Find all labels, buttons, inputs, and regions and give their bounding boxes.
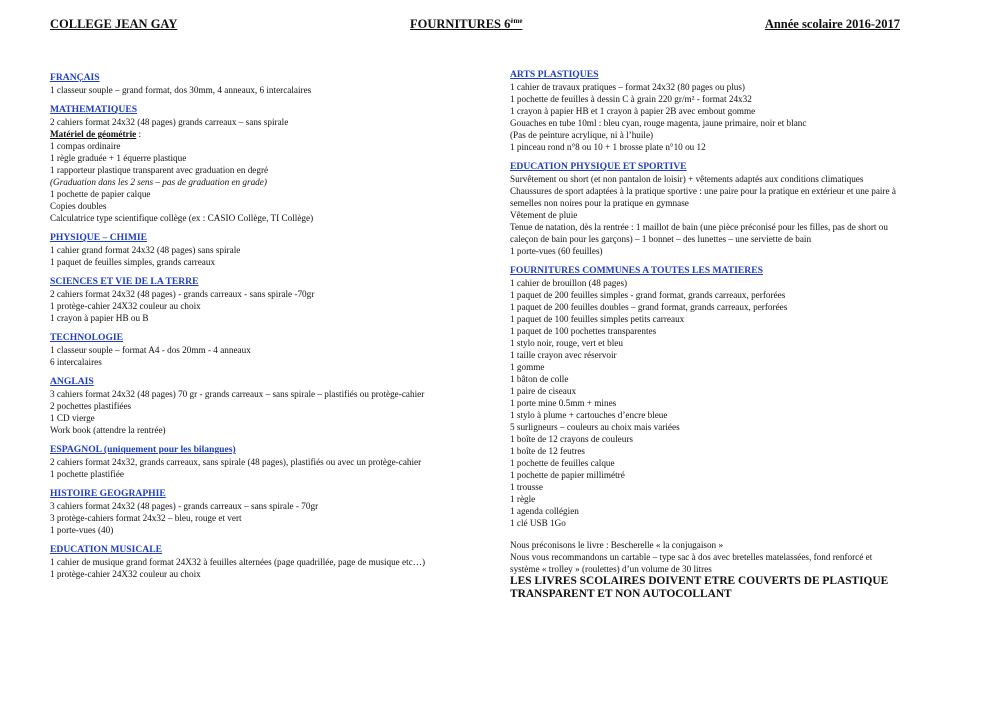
list-item: 1 clé USB 1Go: [510, 518, 566, 528]
list-item: 1 crayon à papier HB ou B: [50, 313, 149, 323]
list-item: 6 intercalaires: [50, 357, 102, 367]
list-item: 5 surligneurs – couleurs au choix mais variées: [510, 422, 680, 432]
section-title: FOURNITURES COMMUNES A TOUTES LES MATIERES: [510, 265, 763, 276]
list-item: 1 bâton de colle: [510, 374, 569, 384]
list-item: 1 boîte de 12 crayons de couleurs: [510, 434, 633, 444]
list-item: 1 trousse: [510, 482, 543, 492]
section-histoire-geographie: [50, 488, 490, 536]
list-item: 1 paquet de 200 feuilles simples - grand format, grands carreaux, perforées: [510, 290, 786, 300]
list-item: 1 pochette plastifiée: [50, 469, 124, 479]
list-item: 1 crayon à papier HB et 1 crayon à papier 2B avec embout gomme: [510, 106, 756, 116]
section-title: EDUCATION PHYSIQUE ET SPORTIVE: [510, 161, 687, 172]
section-francais: [50, 72, 490, 96]
list-item: 1 pochette de feuilles calque: [510, 458, 615, 468]
left-column: [50, 72, 490, 588]
section-title: FRANÇAIS: [50, 72, 100, 83]
book-recommendation: Nous préconisons le livre : Bescherelle « la conjugaison »: [510, 540, 724, 550]
list-item: 1 cahier de brouillon (48 pages): [510, 278, 628, 288]
list-item: 1 protège-cahier 24X32 couleur au choix: [50, 569, 201, 579]
list-item: 2 pochettes plastifiées: [50, 401, 132, 411]
section-title: ESPAGNOL (uniquement pour les bilangues): [50, 444, 236, 455]
section-espagnol: [50, 444, 490, 480]
list-item: 2 cahiers format 24x32 (48 pages) - grands carreaux - sans spirale -70gr: [50, 289, 315, 299]
bag-recommendation-1: Nous vous recommandons un cartable – type sac à dos avec bretelles matelassées, fond renforcé et: [510, 552, 873, 562]
list-item: Tenue de natation, dès la rentrée : 1 maillot de bain (une pièce préconisé pour les filles, pas de short ou: [510, 222, 888, 232]
list-item: 1 cahier grand format 24x32 (48 pages) sans spirale: [50, 245, 241, 255]
list-item: 1 porte-vues (60 feuilles): [510, 246, 603, 256]
right-column: [510, 69, 960, 601]
list-item: (Pas de peinture acrylique, ni à l’huile): [510, 130, 654, 140]
section-arts-plastiques: [510, 69, 960, 153]
list-item: 1 agenda collégien: [510, 506, 579, 516]
list-item: 1 porte-vues (40): [50, 525, 114, 535]
section-fournitures-communes: [510, 265, 960, 529]
list-item: Work book (attendre la rentrée): [50, 425, 166, 435]
school-name: COLLEGE JEAN GAY: [50, 17, 178, 31]
list-item: 1 stylo à plume + cartouches d’encre bleue: [510, 410, 668, 420]
section-education-musicale: [50, 544, 490, 580]
list-item: 1 stylo noir, rouge, vert et bleu: [510, 338, 623, 348]
final-notice-2: TRANSPARENT ET NON AUTOCOLLANT: [510, 588, 732, 600]
section-title: HISTOIRE GEOGRAPHIE: [50, 488, 166, 499]
list-item: 1 cahier de musique grand format 24X32 à feuilles alternées (page quadrillée, page de musique etc…): [50, 557, 426, 567]
section-title: SCIENCES ET VIE DE LA TERRE: [50, 276, 199, 287]
list-item: 1 boîte de 12 feutres: [510, 446, 586, 456]
list-item: 1 pochette de papier millimétré: [510, 470, 625, 480]
list-item: 1 cahier de travaux pratiques – format 24x32 (80 pages ou plus): [510, 82, 745, 92]
school-year: Année scolaire 2016-2017: [764, 17, 900, 31]
list-item: 1 classeur souple – grand format, dos 30mm, 4 anneaux, 6 intercalaires: [50, 85, 312, 95]
section-title: MATHEMATIQUES: [50, 104, 138, 115]
list-item: 3 protège-cahiers format 24x32 – bleu, rouge et vert: [50, 513, 242, 523]
list-item: 3 cahiers format 24x32 (48 pages) - grands carreaux – sans spirale - 70gr: [50, 501, 319, 511]
list-item: Survêtement ou short (et non pantalon de loisir) + vêtements adaptés aux conditions climatiques: [510, 174, 864, 184]
document-title-sup: ème: [510, 17, 523, 25]
list-item: Chaussures de sport adaptées à la pratique sportive : une paire pour la pratique en extérieur et une paire à: [510, 186, 896, 196]
list-item: 1 taille crayon avec réservoir: [510, 350, 617, 360]
list-item: 1 CD vierge: [50, 413, 95, 423]
list-item: 2 cahiers format 24x32 (48 pages) grands carreaux – sans spirale: [50, 117, 289, 127]
list-item: 1 gomme: [510, 362, 545, 372]
subheading-line: [50, 128, 490, 140]
section-mathematiques: [50, 104, 490, 224]
list-item: 1 paquet de 100 pochettes transparentes: [510, 326, 657, 336]
list-item: semelles non noires pour la pratique en gymnase: [510, 198, 689, 208]
section-title: TECHNOLOGIE: [50, 332, 124, 343]
list-item: 1 porte mine 0.5mm + mines: [510, 398, 617, 408]
section-technologie: [50, 332, 490, 368]
list-item: 1 pochette de feuilles à dessin C à grain 220 gr/m² - format 24x32: [510, 94, 752, 104]
notes-block: [510, 539, 960, 601]
section-title: EDUCATION MUSICALE: [50, 544, 163, 555]
final-notice-1: LES LIVRES SCOLAIRES DOIVENT ETRE COUVERTS DE PLASTIQUE: [510, 575, 889, 587]
list-item: 1 paquet de 200 feuilles doubles – grand format, grands carreaux, perforées: [510, 302, 788, 312]
section-title: ARTS PLASTIQUES: [510, 69, 599, 80]
page-header: [50, 17, 900, 33]
list-item: Vêtement de pluie: [510, 210, 578, 220]
section-title: PHYSIQUE – CHIMIE: [50, 232, 148, 243]
list-item: 1 compas ordinaire: [50, 141, 121, 151]
list-item: 1 rapporteur plastique transparent avec graduation en degré: [50, 165, 269, 175]
list-item: 1 paquet de 100 feuilles simples petits carreaux: [510, 314, 685, 324]
list-item: 1 paquet de feuilles simples, grands carreaux: [50, 257, 216, 267]
list-item: 1 règle graduée + 1 équerre plastique: [50, 153, 187, 163]
list-item-note: (Graduation dans les 2 sens – pas de graduation en grade): [50, 177, 267, 187]
list-item: Gouaches en tube 10ml : bleu cyan, rouge magenta, jaune primaire, noir et blanc: [510, 118, 807, 128]
list-item: caleçon de bain pour les garçons) – 1 bonnet – des lunettes – une serviette de bain: [510, 234, 812, 244]
list-item: 1 pinceau rond n°8 ou 10 + 1 brosse plate n°10 ou 12: [510, 142, 706, 152]
list-item: 1 règle: [510, 494, 536, 504]
document-title: [410, 17, 522, 32]
section-eps: [510, 161, 960, 257]
section-anglais: [50, 376, 490, 436]
subheading-suffix: :: [136, 129, 142, 139]
section-svt: [50, 276, 490, 324]
list-item: 1 pochette de papier calque: [50, 189, 151, 199]
bag-recommendation-2: système « trolley » (roulettes) d’un volume de 30 litres: [510, 564, 712, 574]
section-title: ANGLAIS: [50, 376, 94, 387]
list-item: 3 cahiers format 24x32 (48 pages) 70 gr - grands carreaux – sans spirale – plastifiés ou protège-cahier: [50, 389, 425, 399]
list-item: 1 classeur souple – format A4 - dos 20mm - 4 anneaux: [50, 345, 251, 355]
list-item: 1 paire de ciseaux: [510, 386, 577, 396]
list-item: Copies doubles: [50, 201, 107, 211]
list-item: Calculatrice type scientifique collège (ex : CASIO Collège, TI Collège): [50, 213, 314, 223]
section-physique-chimie: [50, 232, 490, 268]
list-item: 2 cahiers format 24x32, grands carreaux, sans spirale (48 pages), plastifiés ou avec un protège-cahier: [50, 457, 422, 467]
subheading: Matériel de géométrie: [50, 129, 137, 139]
list-item: 1 protège-cahier 24X32 couleur au choix: [50, 301, 201, 311]
document-title-text: FOURNITURES 6: [410, 17, 511, 32]
